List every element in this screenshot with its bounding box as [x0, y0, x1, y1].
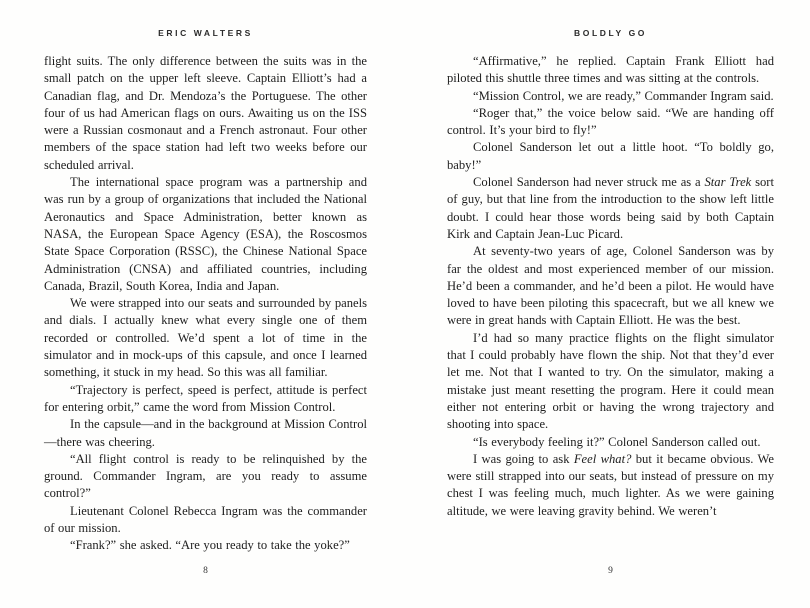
- paragraph: [44, 382, 367, 417]
- paragraph: [447, 243, 774, 329]
- paragraph: [44, 503, 367, 538]
- text-run: I was going to ask: [473, 451, 574, 466]
- text-run: Colonel Sanderson let out a little hoot. “To boldly go, baby!”: [447, 140, 774, 172]
- right-page: [447, 0, 774, 608]
- text-run: “Is everybody feeling it?” Colonel Sanderson called out.: [473, 434, 761, 449]
- left-page-body: [44, 53, 367, 555]
- left-page: [44, 0, 367, 608]
- paragraph: [44, 53, 367, 174]
- running-head-title: BOLDLY GO: [574, 28, 647, 38]
- paragraph: [447, 330, 774, 434]
- text-run: “All flight control is ready to be relinquished by the ground. Commander Ingram, are you ready to assume control?”: [44, 451, 367, 501]
- text-run: “Affirmative,” he replied. Captain Frank Elliott had piloted this shuttle three times and was sitting at the controls.: [447, 54, 774, 86]
- page-number-right: 9: [608, 566, 613, 576]
- right-page-body: [447, 53, 774, 520]
- text-run: I’d had so many practice flights on the flight simulator that I could probably have flown the ship. Not that they’d ever let me. Not that I wanted to try. On the simulator, making a mistake just meant resetting the program. Here it could mean either not entering orbit or having the wrong trajectory and shooting into space.: [447, 330, 774, 432]
- text-run: but it became obvious. We were still strapped into our seats, but instead of pressure on my chest I was feeling much, much lighter. As we were gaining altitude, we were leaving gravity behind. We weren’t: [447, 451, 775, 518]
- page-number-left: 8: [203, 566, 208, 576]
- paragraph: [44, 451, 367, 503]
- paragraph: [447, 139, 774, 174]
- paragraph: [447, 53, 774, 88]
- text-run: The international space program was a partnership and was run by a group of organizations that included the National Aeronautics and Space Administration, better known as NASA, the European Space Agency (ESA), the Roscosmos State Space Corporation (RSSC), the Chinese National Space Administration (CNSA) and affiliated countries, including Canada, Brazil, South Korea, India and Japan.: [44, 175, 367, 293]
- text-run: In the capsule—and in the background at Mission Control—there was cheering.: [44, 417, 367, 449]
- paragraph: [447, 88, 774, 105]
- paragraph: [44, 416, 367, 451]
- text-run: sort of guy, but that line from the introduction to the show left little doubt. I could hear those words being said by both Captain Kirk and Captain Jean-Luc Picard.: [447, 175, 775, 241]
- text-run: “Trajectory is perfect, speed is perfect, attitude is perfect for entering orbit,” came the word from Mission Control.: [44, 382, 367, 414]
- paragraph: [447, 105, 774, 140]
- text-run: “Roger that,” the voice below said. “We are handing off control. It’s your bird to fly!”: [447, 105, 774, 138]
- text-run: Lieutenant Colonel Rebecca Ingram was the commander of our mission.: [44, 503, 367, 536]
- text-run: At seventy-two years of age, Colonel Sanderson was by far the oldest and most experienced member of our mission. He’d been a commander, and he’d been a pilot. He would have loved to have been piloting this spacecraft, but we all knew we were in great hands with Captain Elliott. He was the best.: [447, 244, 774, 328]
- text-run: Colonel Sanderson had never struck me as a: [473, 175, 705, 190]
- italic-text-run: Star Trek: [704, 175, 752, 190]
- running-head-author: ERIC WALTERS: [158, 28, 253, 38]
- paragraph: [447, 434, 774, 451]
- text-run: “Mission Control, we are ready,” Commander Ingram said.: [473, 88, 774, 103]
- paragraph: [44, 174, 367, 295]
- text-run: We were strapped into our seats and surrounded by panels and dials. I actually knew what every single one of them recorded or controlled. We’d spent a lot of time in the simulator and in mock-ups of this capsule, and once I learned something, it stuck in my head. So this was all familiar.: [44, 296, 367, 380]
- paragraph: [447, 451, 774, 520]
- text-run: flight suits. The only difference between the suits was in the small patch on the upper left sleeve. Captain Elliott’s had a Canadian flag, and Dr. Mendoza’s the Portuguese. The other four of us had American flags on ours. Awaiting us on the ISS were a Russian cosmonaut and a French astronaut. Four other members of the space station had left two weeks before our scheduled arrival.: [44, 54, 367, 172]
- paragraph: [447, 174, 774, 243]
- paragraph: [44, 537, 367, 554]
- italic-text-run: Feel what?: [573, 451, 632, 466]
- text-run: “Frank?” she asked. “Are you ready to take the yoke?”: [70, 538, 350, 553]
- paragraph: [44, 295, 367, 381]
